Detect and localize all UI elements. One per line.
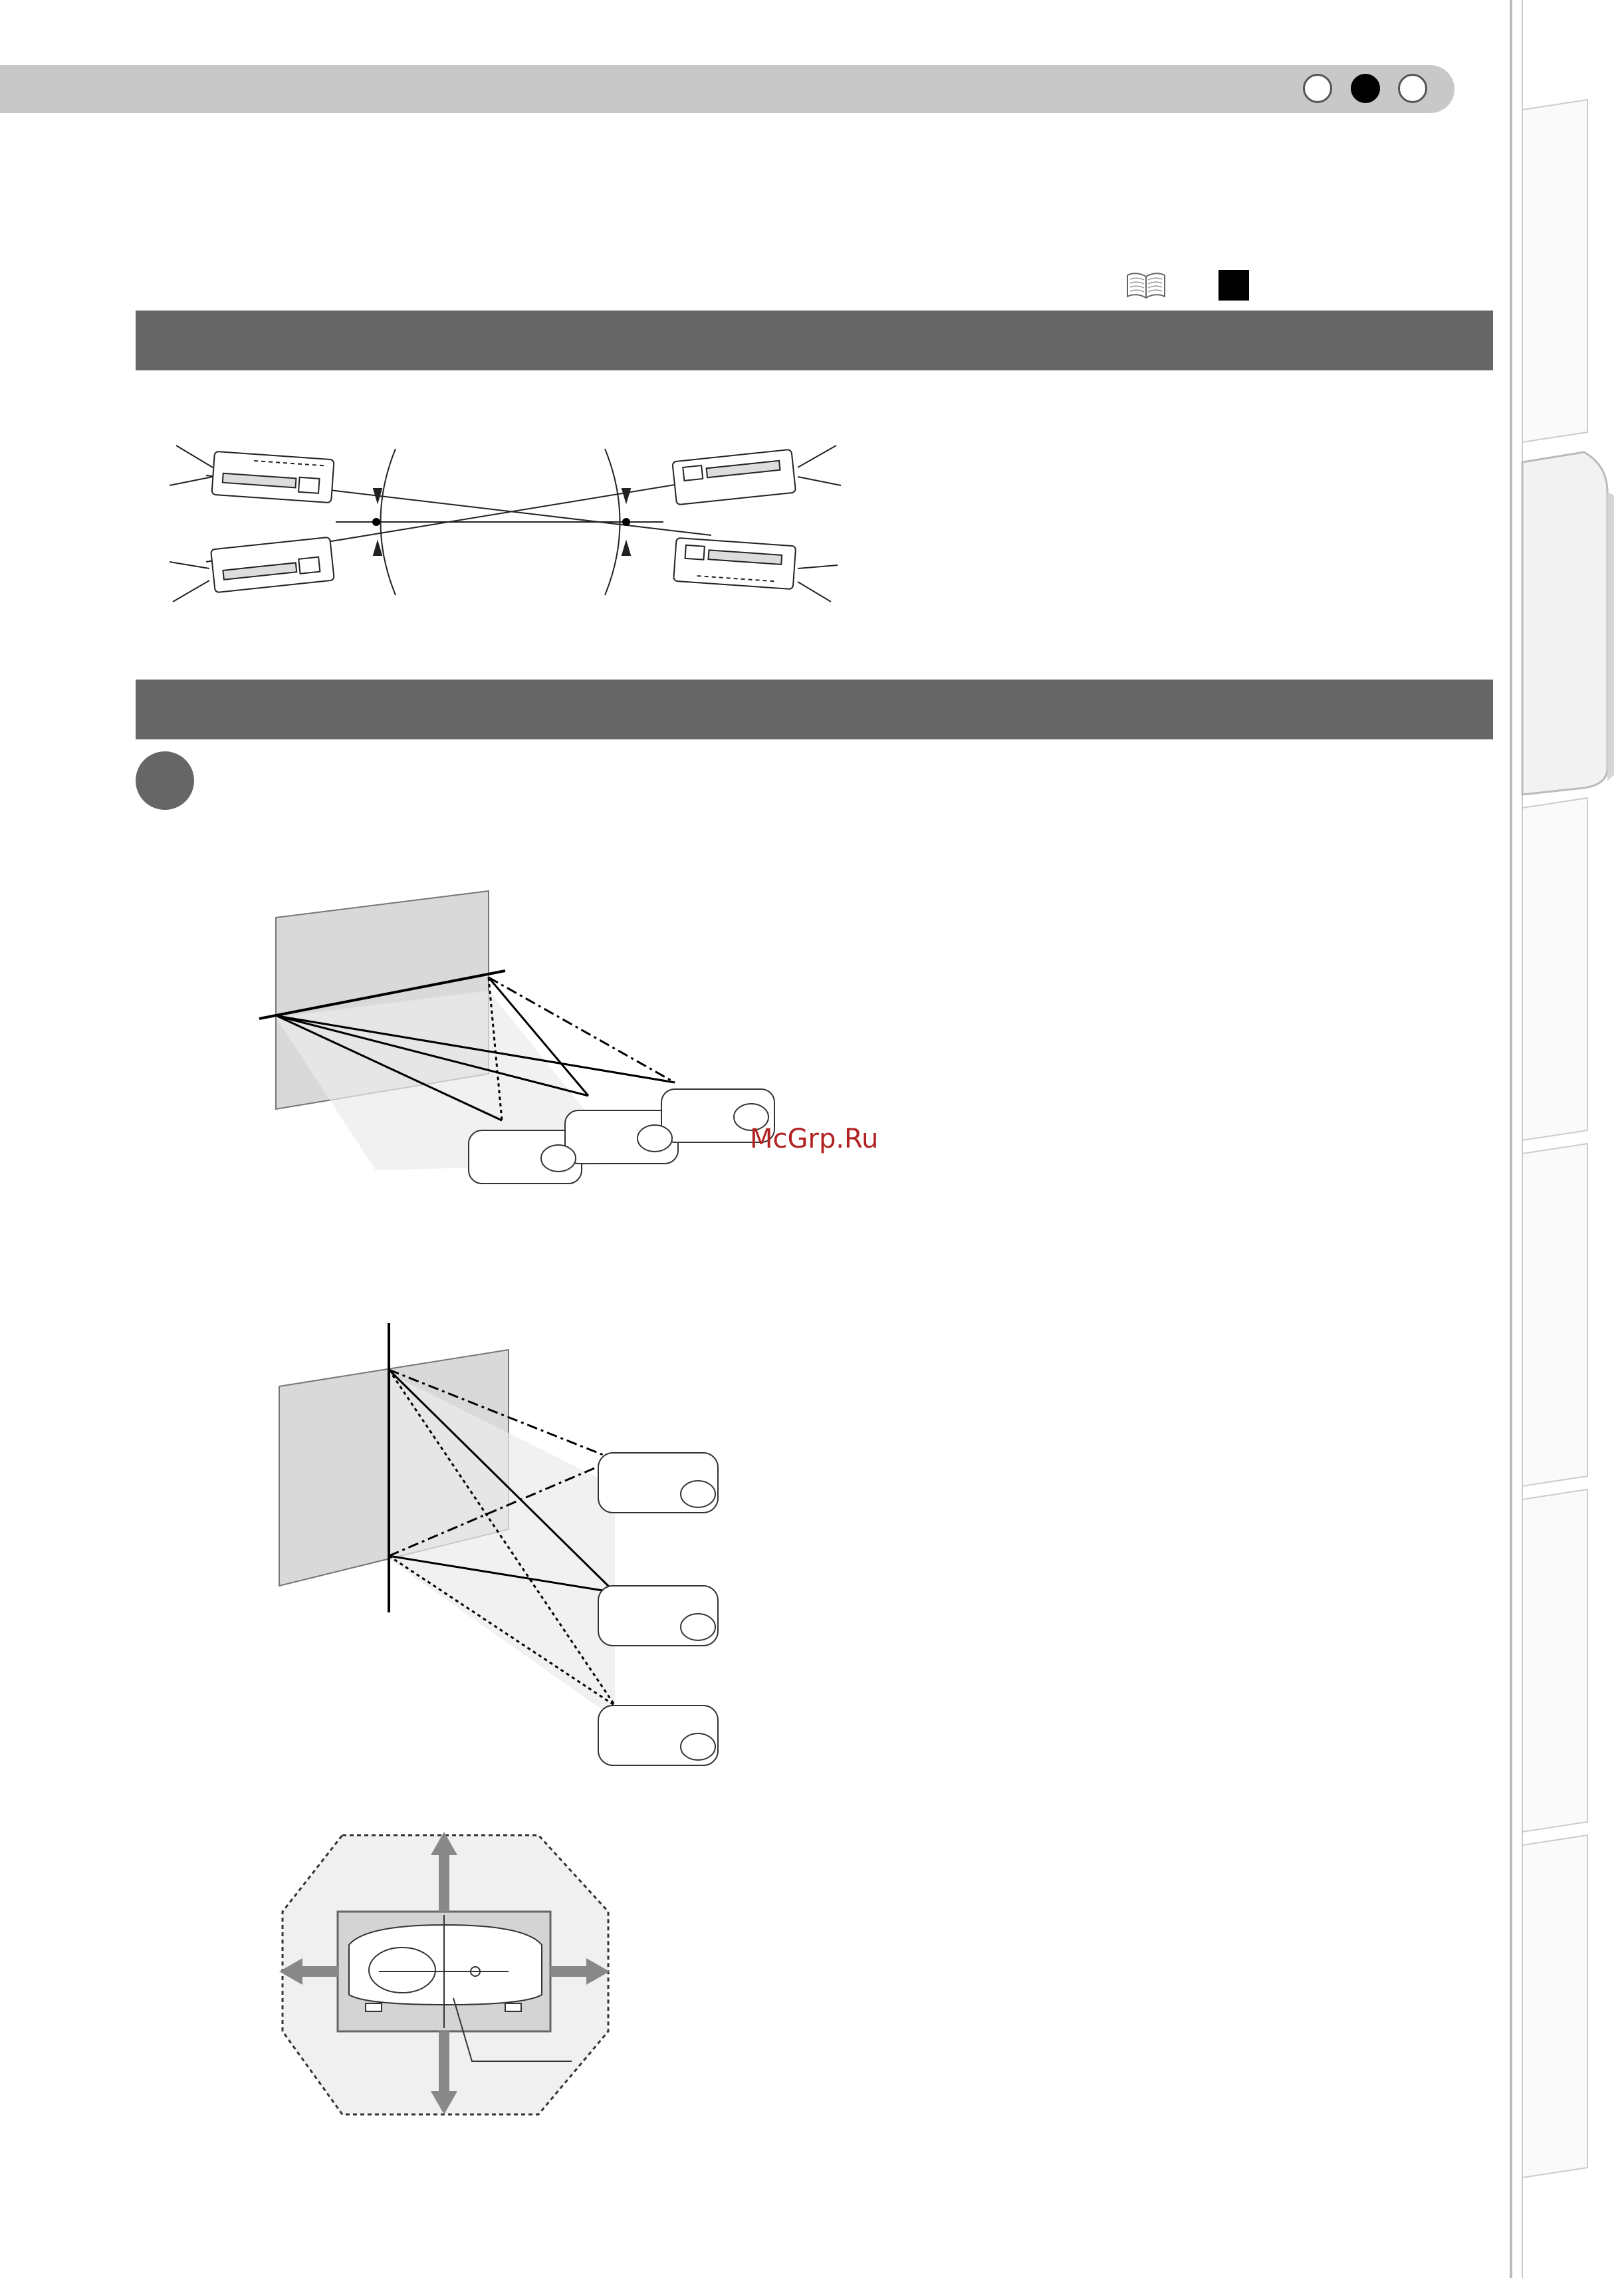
reference-marker-square: [1218, 270, 1249, 301]
indicator-dot-3: [1398, 74, 1427, 103]
watermark: McGrp.Ru: [750, 1124, 879, 1154]
lens-shift-range-diagram: [279, 1832, 612, 2118]
header-bar: [0, 65, 1454, 113]
step-circle: [136, 751, 194, 810]
section-band-1: [136, 311, 1493, 370]
book-icon: [1125, 271, 1167, 299]
indicator-dot-2: [1351, 74, 1380, 103]
projector-tilt-angle-diagram: [166, 436, 844, 605]
section-band-2: [136, 680, 1493, 739]
vertical-lens-shift-diagram: [269, 1320, 735, 1772]
indicator-dot-1: [1303, 74, 1332, 103]
horizontal-lens-shift-diagram: [256, 884, 788, 1197]
chapter-side-tabs: [1508, 0, 1624, 2278]
